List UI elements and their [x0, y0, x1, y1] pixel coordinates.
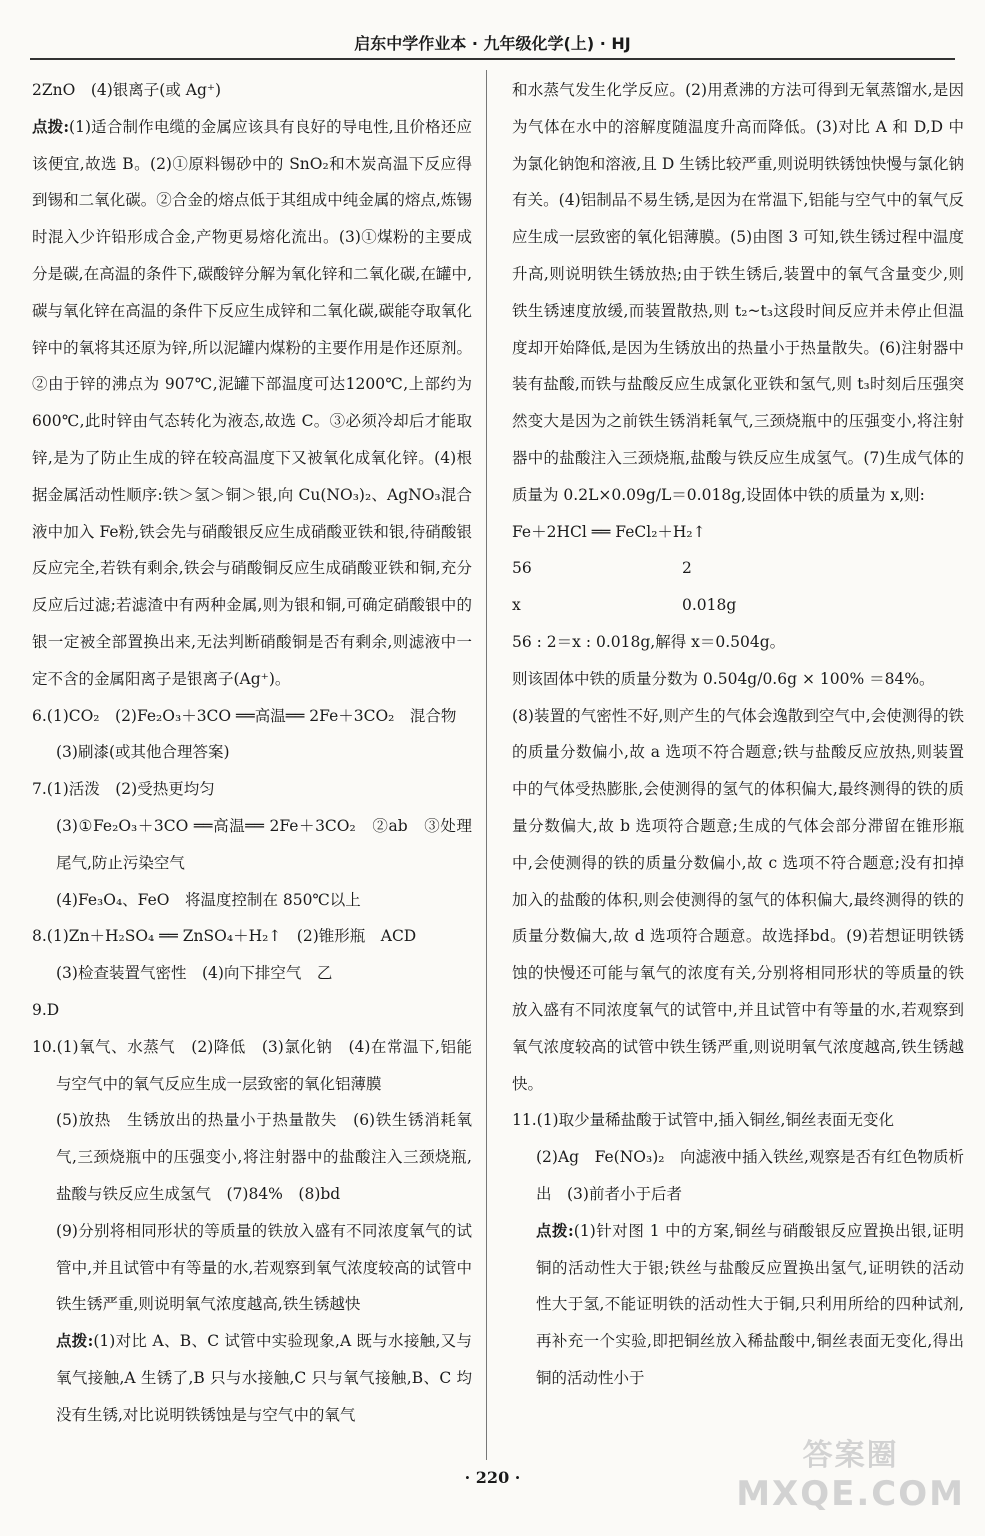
paragraph-text: 7.(1)活泼 (2)受热更均匀 — [32, 780, 215, 799]
hint-paragraph — [32, 109, 472, 698]
paragraph-text: (8)装置的气密性不好,则产生的气体会逸散到空气中,会使测得的铁的质量分数偏小,故 a 选项不符合题意;铁与盐酸反应放热,则装置中的气体受热膨胀,会使测得的氢气的体积偏大,最终测得的铁的质量分数偏大,故 b 选项符合题意;生成的气体会部分滞留在锥形瓶中,会使测得的铁的质量分数偏小,故 c 选项不符合题意;没有扣掉加入的盐酸的体积,则会使测得的氢气的体积偏大,最终测得的铁的质量分数偏大,故 d 选项符合题意。故选择bd。(9)若想证明铁锈蚀的快慢还可能与氧气的浓度有关,分别将相同形状的等质量的铁放入盛有不同浓度氧气的试管中,并且试管中有等量的水,若观察到氧气浓度较高的试管中铁生锈严重,则说明氧气浓度越高,铁生锈越快。 — [512, 706, 964, 1093]
answer-paragraph — [32, 882, 472, 919]
answer-paragraph — [512, 661, 964, 698]
equation-left-value: x — [512, 596, 521, 615]
paragraph-text: 10.(1)氧气、水蒸气 (2)降低 (3)氯化钠 (4)在常温下,铝能与空气中的氧气反应生成一层致密的氧化铝薄膜 — [32, 1037, 472, 1093]
paragraph-text: 2ZnO (4)银离子(或 Ag⁺) — [32, 81, 222, 99]
paragraph-text: (3)①Fe₂O₃＋3CO ══高温══ 2Fe＋3CO₂ ②ab ③处理尾气,防止污染空气 — [56, 816, 472, 872]
answer-paragraph — [512, 698, 964, 1103]
paragraph-text: (1)对比 A、B、C 试管中实验现象,A 既与水接触,又与氧气接触,A 生锈了,B 只与水接触,C 只与氧气接触,B、C 均没有生锈,对比说明铁锈蚀是与空气中的氧气 — [56, 1332, 472, 1424]
answer-paragraph — [32, 955, 472, 992]
left-column — [32, 72, 472, 1433]
right-column — [512, 72, 964, 1397]
paragraph-text: (5)放热 生锈放出的热量小于热量散失 (6)铁生锈消耗氧气,三颈烧瓶中的压强变小,将注射器中的盐酸注入三颈烧瓶,盐酸与铁反应生成氢气 (7)84% (8)bd — [56, 1111, 472, 1203]
answer-paragraph — [32, 1029, 472, 1103]
paragraph-text: (9)分别将相同形状的等质量的铁放入盛有不同浓度氧气的试管中,并且试管中有等量的水,若观察到氧气浓度较高的试管中铁生锈严重,则说明氧气浓度越高,铁生锈越快 — [56, 1221, 472, 1314]
hint-label: 点拨: — [56, 1331, 94, 1351]
answer-paragraph — [32, 808, 472, 882]
answer-paragraph — [512, 1139, 964, 1213]
equation-right-value: 2 — [682, 559, 692, 578]
equation-left-value: 56 — [512, 559, 532, 578]
answer-paragraph — [32, 1102, 472, 1212]
answer-paragraph — [32, 698, 472, 735]
paragraph-text: (1)适合制作电缆的金属应该具有良好的导电性,且价格还应该便宜,故选 B。(2)①原料锡砂中的 SnO₂和木炭高温下反应得到锡和二氧化碳。②合金的熔点低于其组成中纯金属的熔点,炼锡时混入少许铅形成合金,产物更易熔化流出。(3)①煤粉的主要成分是碳,在高温的条件下,碳酸锌分解为氧化锌和二氧化碳,在罐中,碳与氧化锌在高温的条件下反应生成锌和二氧化碳,碳能夺取氧化锌中的氧将其还原为锌,所以泥罐内煤粉的主要作用是作还原剂。②由于锌的沸点为 907℃,泥罐下部温度可达1200℃,上部约为 600℃,此时锌由气态转化为液态,故选 C。③必须冷却后才能取锌,是为了防止生成的锌在较高温度下又被氧化成氧化锌。(4)根据金属活动性顺序:铁＞氢＞铜＞银,向 Cu(NO₃)₂、AgNO₃混合液中加入 Fe粉,铁会先与硝酸银反应生成硝酸亚铁和银,待硝酸银反应完全,若铁有剩余,铁会与硝酸铜反应生成硝酸亚铁和铜,充分反应后过滤;若滤渣中有两种金属,则为银和铜,可确定硝酸银中的银一定被全部置换出来,无法判断硝酸铜是否有剩余,则滤液中一定不含的金属阳离子是银离子(Ag⁺)。 — [32, 117, 472, 688]
watermark-logo — [736, 1430, 965, 1514]
answer-paragraph — [32, 992, 472, 1029]
answer-paragraph — [512, 514, 964, 551]
paragraph-text: (4)Fe₃O₄、FeO 将温度控制在 850℃以上 — [56, 890, 361, 909]
equation-right-value: 0.018g — [682, 596, 737, 615]
page-number: · 220 · — [464, 1468, 521, 1487]
paragraph-text: 6.(1)CO₂ (2)Fe₂O₃＋3CO ══高温══ 2Fe＋3CO₂ 混合物 — [32, 706, 457, 725]
answer-paragraph — [32, 734, 472, 771]
answer-paragraph — [512, 624, 964, 661]
paragraph-text: 和水蒸气发生化学反应。(2)用煮沸的方法可得到无氧蒸馏水,是因为气体在水中的溶解度随温度升高而降低。(3)对比 A 和 D,D 中为氯化钠饱和溶液,且 D 生锈比较严重,则说明铁锈蚀快慢与氯化钠有关。(4)铝制品不易生锈,是因为在常温下,铝能与空气中的氧气反应生成一层致密的氧化铝薄膜。(5)由图 3 可知,铁生锈过程中温度升高,则说明铁生锈放热;由于铁生锈后,装置中的氧气含量变少,则铁生锈速度放缓,而装置散热,则 t₂~t₃这段时间反应并未停止但温度却开始降低,是因为生锈放出的热量小于热量散失。(6)注射器中装有盐酸,而铁与盐酸反应生成氯化亚铁和氢气,则 t₃时刻后压强突然变大是因为之前铁生锈消耗氧气,三颈烧瓶中的压强变小,将注射器中的盐酸注入三颈烧瓶,盐酸与铁反应生成氢气。(7)生成气体的质量为 0.2L×0.09g/L＝0.018g,设固体中铁的质量为 x,则: — [512, 81, 964, 504]
paragraph-text: Fe＋2HCl ══ FeCl₂＋H₂↑ — [512, 522, 706, 541]
paragraph-text: (1)针对图 1 中的方案,铜丝与硝酸银反应置换出银,证明铜的活动性大于银;铁丝与盐酸反应置换出氢气,证明铁的活动性大于氢,不能证明铁的活动性大于铜,只利用所给的四种试剂,再补充一个实验,即把铜丝放入稀盐酸中,铜丝表面无变化,得出铜的活动性小于 — [536, 1221, 964, 1387]
paragraph-text: (2)Ag Fe(NO₃)₂ 向滤液中插入铁丝,观察是否有红色物质析出 (3)前者小于后者 — [536, 1148, 964, 1203]
paragraph-text: (3)检查装置气密性 (4)向下排空气 乙 — [56, 964, 333, 983]
header-title: 启东中学作业本 · 九年级化学(上) · HJ — [354, 34, 631, 53]
answer-paragraph — [32, 918, 472, 955]
paragraph-text: 8.(1)Zn＋H₂SO₄ ══ ZnSO₄＋H₂↑ (2)锥形瓶 ACD — [32, 927, 417, 946]
hint-paragraph — [32, 1323, 472, 1433]
equation-row — [512, 587, 964, 624]
hint-paragraph — [512, 1213, 964, 1397]
hint-label: 点拨: — [536, 1220, 574, 1240]
paragraph-text: 9.D — [32, 1000, 60, 1019]
answer-paragraph — [32, 72, 472, 109]
column-divider — [486, 70, 487, 1460]
hint-label: 点拨: — [32, 116, 70, 136]
watermark-line2: MXQE.COM — [736, 1474, 965, 1514]
paragraph-text: 56 : 2＝x : 0.018g,解得 x＝0.504g。 — [512, 632, 786, 651]
answer-paragraph — [32, 771, 472, 808]
running-header — [30, 30, 955, 60]
paragraph-text: 则该固体中铁的质量分数为 0.504g/0.6g × 100% ＝84%。 — [512, 669, 935, 688]
paragraph-text: 11.(1)取少量稀盐酸于试管中,插入铜丝,铜丝表面无变化 — [512, 1111, 894, 1130]
watermark-line1: 答案圈 — [802, 1438, 899, 1473]
paragraph-text: (3)刷漆(或其他合理答案) — [56, 743, 230, 762]
answer-paragraph — [512, 1102, 964, 1139]
answer-paragraph — [32, 1213, 472, 1323]
equation-row — [512, 550, 964, 587]
answer-paragraph — [512, 72, 964, 514]
